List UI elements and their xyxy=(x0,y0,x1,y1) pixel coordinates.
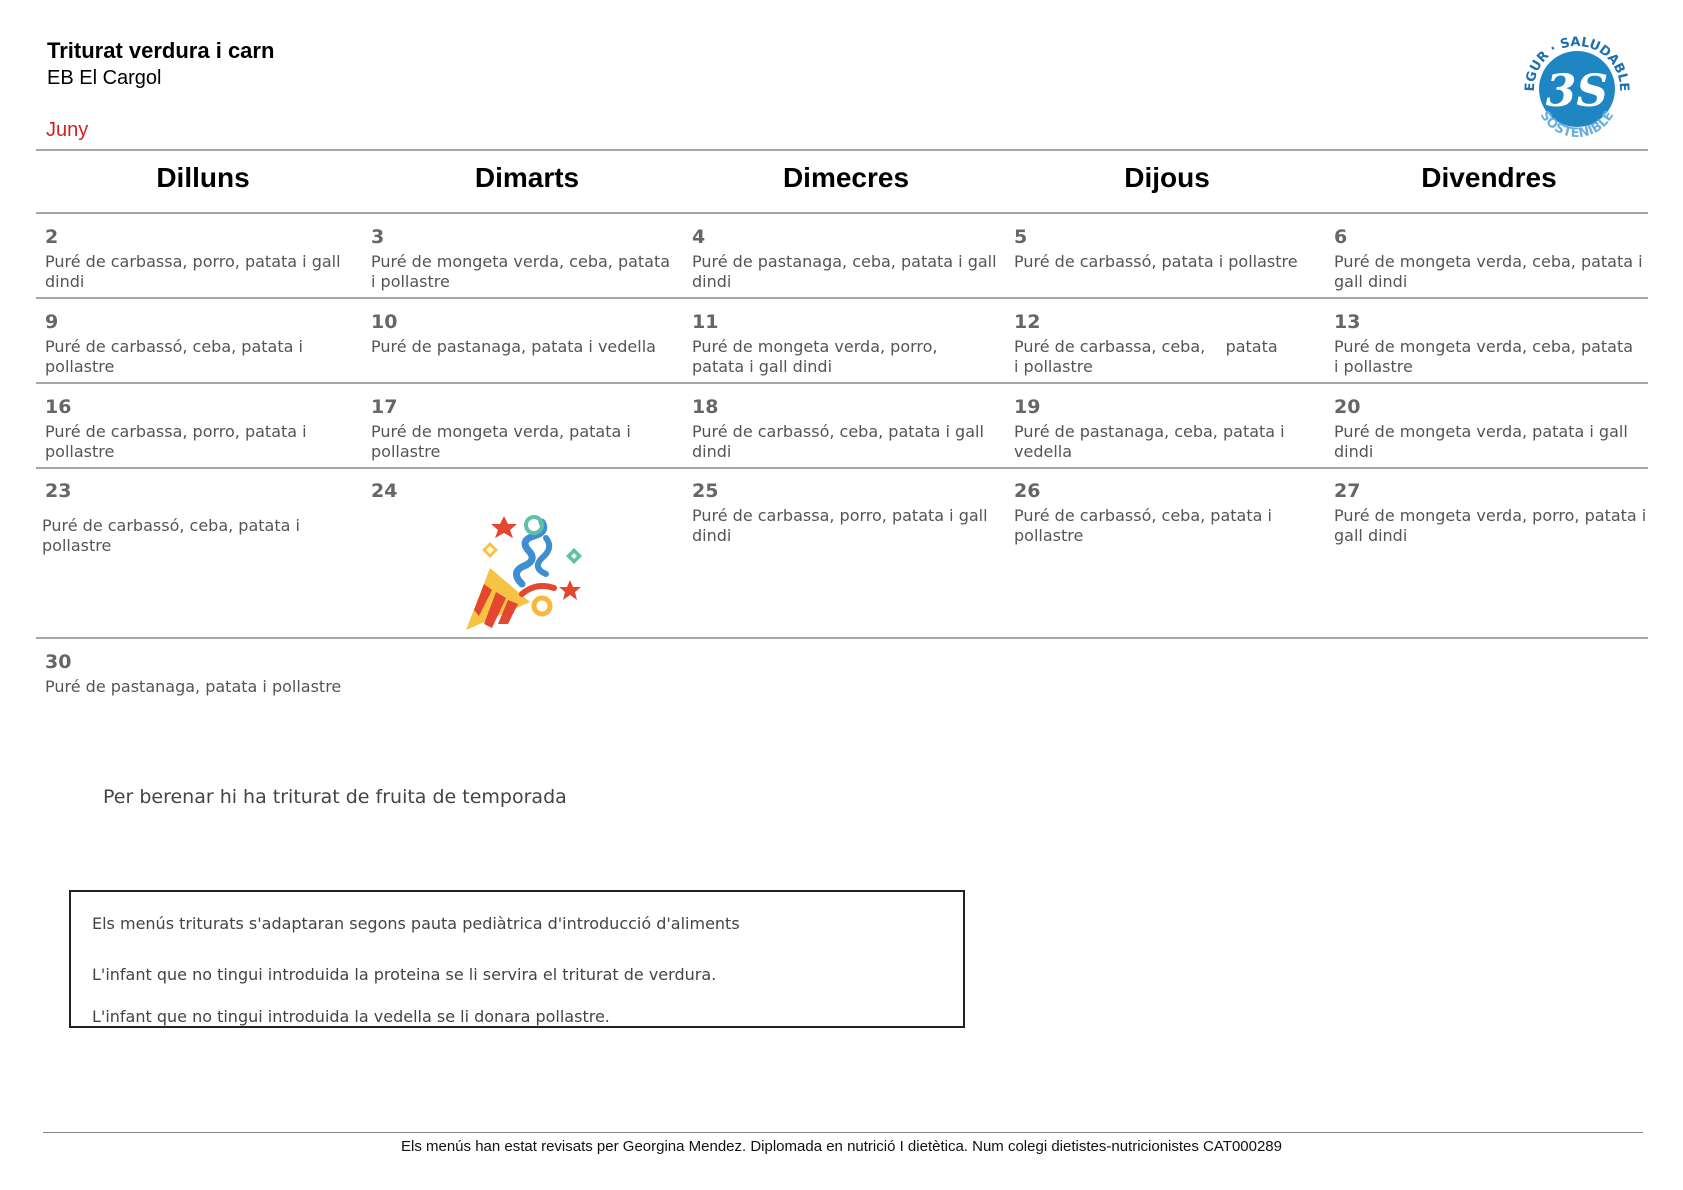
row-rule xyxy=(36,467,1648,469)
info-line: Els menús triturats s'adaptaran segons pauta pediàtrica d'introducció d'aliments xyxy=(92,914,740,933)
meal-text: Puré de mongeta verda, porro, patata i gall dindi xyxy=(1334,506,1647,545)
meal-text: Puré de carbassa, ceba, patata i pollastre xyxy=(1014,337,1283,376)
day-cell xyxy=(1334,226,1646,292)
day-cell xyxy=(45,311,363,377)
meal-text: Puré de mongeta verda, patata i gall dindi xyxy=(1334,422,1628,461)
meal-text: Puré de pastanaga, patata i vedella xyxy=(371,337,656,356)
day-number: 4 xyxy=(692,226,706,248)
meal-text: Puré de mongeta verda, patata i pollastre xyxy=(371,422,631,461)
meal-text: Puré de pastanaga, ceba, patata i gall dindi xyxy=(692,252,997,291)
day-number: 17 xyxy=(371,396,398,418)
day-number: 11 xyxy=(692,311,719,333)
party-popper-icon xyxy=(462,512,590,634)
row-rule xyxy=(36,637,1648,639)
day-cell-holiday xyxy=(371,480,689,502)
day-cell xyxy=(42,480,360,556)
meal-text: Puré de mongeta verda, porro, patata i gall dindi xyxy=(692,337,938,376)
day-number: 12 xyxy=(1014,311,1041,333)
day-number: 2 xyxy=(45,226,59,248)
day-cell xyxy=(371,226,671,292)
day-number: 26 xyxy=(1014,480,1041,502)
weekday-wednesday: Dimecres xyxy=(782,162,910,193)
meal-text: Puré de mongeta verda, ceba, patata i pollastre xyxy=(371,252,671,291)
day-cell xyxy=(1014,226,1332,272)
day-number: 6 xyxy=(1334,226,1348,248)
day-number: 3 xyxy=(371,226,385,248)
day-number: 13 xyxy=(1334,311,1361,333)
meal-text: Puré de carbassó, ceba, patata i pollastre xyxy=(42,516,300,555)
info-line: L'infant que no tingui introduida la vedella se li donara pollastre. xyxy=(92,1007,610,1026)
day-number: 16 xyxy=(45,396,72,418)
day-cell xyxy=(45,651,363,697)
school-name: EB El Cargol xyxy=(47,67,162,89)
day-number: 19 xyxy=(1014,396,1041,418)
day-cell xyxy=(1014,480,1332,546)
day-cell xyxy=(1334,396,1652,462)
weekday-tuesday: Dimarts xyxy=(474,162,580,193)
logo-3s xyxy=(1514,26,1640,152)
info-box xyxy=(69,890,965,1028)
meal-text: Puré de pastanaga, ceba, patata i vedella xyxy=(1014,422,1285,461)
day-number: 25 xyxy=(692,480,719,502)
row-rule xyxy=(36,297,1648,299)
menu-title: Triturat verdura i carn xyxy=(47,38,275,63)
day-cell xyxy=(1014,311,1284,377)
day-number: 27 xyxy=(1334,480,1361,502)
meal-text: Puré de carbassa, porro, patata i pollastre xyxy=(45,422,307,461)
day-cell xyxy=(692,311,992,377)
day-cell xyxy=(45,226,363,292)
logo-bottom-text: SOSTENIBLE xyxy=(1536,108,1618,142)
day-number: 23 xyxy=(45,480,72,502)
day-cell xyxy=(692,480,1010,546)
meal-text: Puré de carbassó, ceba, patata i gall dindi xyxy=(692,422,984,461)
meal-text: Puré de carbassó, patata i pollastre xyxy=(1014,252,1298,271)
meal-text: Puré de mongeta verda, ceba, patata i gall dindi xyxy=(1334,252,1643,291)
meal-text: Puré de carbassa, porro, patata i gall dindi xyxy=(45,252,341,291)
header-rule xyxy=(36,149,1648,151)
snack-note: Per berenar hi ha triturat de fruita de temporada xyxy=(103,786,567,808)
footer-rule xyxy=(43,1132,1643,1133)
day-cell xyxy=(371,311,671,357)
logo-center-text: 3S xyxy=(1545,66,1609,117)
meal-text: Puré de carbassa, porro, patata i gall dindi xyxy=(692,506,988,545)
day-cell xyxy=(692,226,1010,292)
day-cell xyxy=(1014,396,1332,462)
day-cell xyxy=(692,396,1010,462)
day-number: 24 xyxy=(371,480,398,502)
day-cell xyxy=(1334,311,1634,377)
meal-text: Puré de carbassó, ceba, patata i pollastre xyxy=(1014,506,1272,545)
day-number: 18 xyxy=(692,396,719,418)
meal-text: Puré de carbassó, ceba, patata i pollastre xyxy=(45,337,303,376)
info-line: L'infant que no tingui introduida la proteina se li servira el triturat de verdura. xyxy=(92,965,717,984)
day-number: 5 xyxy=(1014,226,1028,248)
meal-text: Puré de mongeta verda, ceba, patata i pollastre xyxy=(1334,337,1634,376)
day-number: 9 xyxy=(45,311,59,333)
footer-text: Els menús han estat revisats per Georgina Mendez. Diplomada en nutrició I dietètica. Num colegi dietistes-nutricionistes CAT000289 xyxy=(401,1138,1282,1155)
day-number: 10 xyxy=(371,311,398,333)
day-cell xyxy=(45,396,363,462)
row-rule xyxy=(36,382,1648,384)
weekday-friday: Divendres xyxy=(1421,162,1557,193)
weekday-monday: Dilluns xyxy=(156,162,250,193)
day-number: 30 xyxy=(45,651,72,673)
row-rule xyxy=(36,212,1648,214)
day-cell xyxy=(1334,480,1652,546)
weekday-thursday: Dijous xyxy=(1124,162,1210,193)
month-label: Juny xyxy=(46,119,89,141)
day-cell xyxy=(371,396,689,462)
meal-text: Puré de pastanaga, patata i pollastre xyxy=(45,677,342,696)
logo-top-text: EGUR · SALUDABLE xyxy=(1522,34,1632,92)
day-number: 20 xyxy=(1334,396,1361,418)
